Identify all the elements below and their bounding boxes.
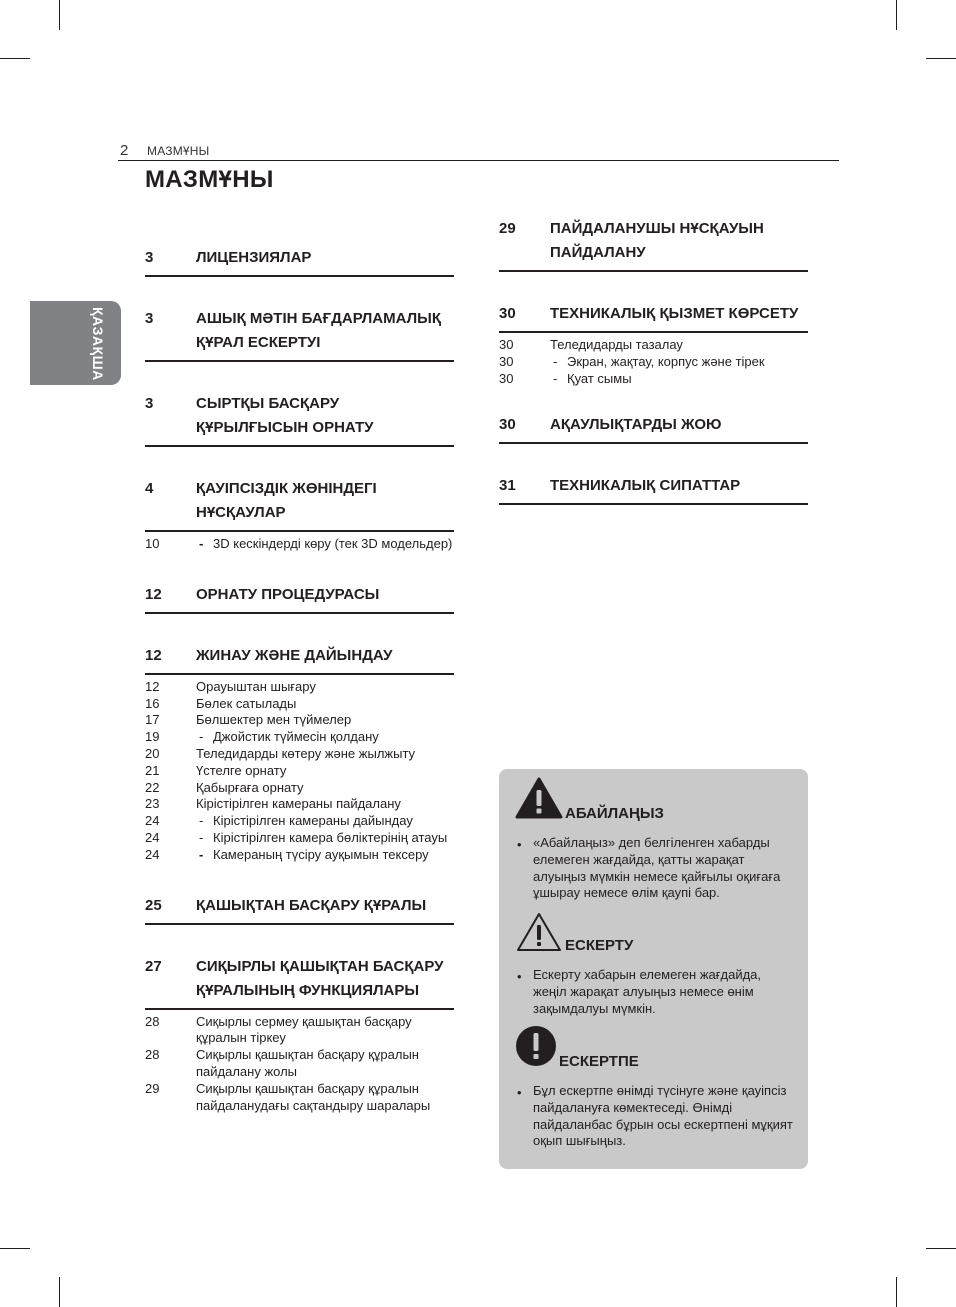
toc-sub-page-number: 28 (145, 1047, 160, 1063)
toc-subentry (145, 830, 454, 847)
toc-page-number: 29 (499, 220, 516, 237)
toc-sub-page-number: 29 (145, 1080, 160, 1096)
warning-filled-icon (515, 777, 563, 819)
toc-subentries (499, 333, 808, 387)
toc-section (145, 894, 454, 925)
toc-page-number: 4 (145, 480, 154, 497)
toc-section (499, 217, 808, 272)
toc-sub-title: Сиқырлы қашықтан басқару құралын пайдаланудағы сақтандыру шаралары (196, 1080, 431, 1113)
toc-page-number: 31 (499, 477, 516, 495)
toc-section-title: СЫРТҚЫ БАСҚАРУ ҚҰРЫЛҒЫСЫН ОРНАТУ (196, 395, 374, 436)
toc-subentry (145, 1047, 454, 1081)
crop-mark (0, 58, 30, 59)
toc-section (145, 477, 454, 553)
safety-notice-box (499, 769, 808, 1169)
toc-page-number: 30 (499, 305, 516, 322)
toc-sub-page-number: 21 (145, 762, 160, 778)
crop-mark (896, 0, 897, 30)
toc-sub-dash: - (199, 829, 204, 845)
crop-mark (926, 58, 956, 59)
toc-subentry (145, 679, 454, 696)
toc-sub-title: Бөлек сатылады (196, 695, 297, 711)
toc-section-title: АШЫҚ МӘТІН БАҒДАРЛАМАЛЫҚ ҚҰРАЛ ЕСКЕРТУІ (196, 310, 441, 351)
toc-sub-page-number: 24 (145, 813, 160, 829)
toc-section-heading (499, 217, 808, 272)
toc-sub-title: Кірістірілген камера бөліктерінің атауы (213, 829, 448, 845)
toc-sub-dash: - (199, 813, 204, 829)
toc-subentries (145, 1010, 454, 1115)
toc-section-heading (145, 894, 454, 925)
toc-section (499, 413, 808, 444)
toc-section (145, 392, 454, 447)
toc-sub-title: Камераның түсіру ауқымын тексеру (213, 846, 429, 862)
toc-subentry (145, 1081, 454, 1115)
toc-sub-page-number: 19 (145, 729, 160, 745)
toc-sub-page-number: 10 (145, 536, 160, 551)
toc-page-number: 3 (145, 249, 154, 266)
toc-section (145, 644, 454, 864)
language-tab-label: ҚАЗАҚША (90, 307, 106, 381)
toc-subentry (145, 696, 454, 713)
toc-subentry (145, 796, 454, 813)
bullet: • (517, 837, 522, 852)
toc-section-heading (145, 583, 454, 614)
toc-section (499, 474, 808, 505)
toc-page-number: 3 (145, 310, 154, 327)
toc-sub-title: Теледидарды көтеру және жылжыту (196, 745, 416, 761)
notice-text-note: Бұл ескертпе өнімді түсінуге және қауіпсіз пайдалануға көмектеседі. Өнімді пайдаланбас бұрын осы ескертпені мұқият оқып шығыңыз. (533, 1083, 793, 1149)
toc-sub-page-number: 24 (145, 846, 160, 862)
toc-section-heading (499, 413, 808, 444)
toc-sub-title: Қуат сымы (567, 370, 632, 386)
toc-sub-title: Үстелге орнату (196, 762, 287, 778)
toc-section-title: ТЕХНИКАЛЫҚ ҚЫЗМЕТ КӨРСЕТУ (550, 305, 799, 322)
toc-subentry (499, 371, 808, 388)
toc-subentries (145, 532, 454, 553)
bullet: • (517, 1085, 522, 1100)
notice-title-caution: ЕСКЕРТУ (565, 937, 634, 954)
toc-section (499, 302, 808, 387)
crop-mark (59, 0, 60, 30)
toc-page-number: 12 (145, 585, 162, 603)
toc-sub-dash: - (199, 846, 204, 862)
toc-sub-title: Сиқырлы қашықтан басқару құралын пайдалану жолы (196, 1047, 419, 1079)
toc-sub-title: Джойстик түймесін қолдану (213, 729, 379, 745)
toc-section-title: ПАЙДАЛАНУШЫ НҰСҚАУЫН ПАЙДАЛАНУ (550, 220, 764, 261)
toc-sub-page-number: 12 (145, 678, 160, 694)
crop-mark (59, 1277, 60, 1307)
toc-section-title: ЖИНАУ ЖӘНЕ ДАЙЫНДАУ (196, 646, 393, 664)
toc-section-title: ЛИЦЕНЗИЯЛАР (196, 249, 312, 266)
toc-sub-page-number: 30 (499, 337, 514, 352)
toc-sub-page-number: 16 (145, 695, 160, 711)
header-rule (118, 160, 839, 161)
toc-sub-dash: - (553, 353, 558, 369)
crop-mark (0, 1248, 30, 1249)
toc-right-column (499, 217, 808, 505)
toc-sub-title: 3D кескіндерді көру (тек 3D модельдер) (213, 536, 453, 551)
toc-subentry (145, 536, 454, 553)
toc-sub-dash: - (199, 536, 204, 551)
toc-sub-title: Қабырғаға орнату (196, 779, 304, 795)
toc-section-heading (145, 246, 454, 277)
toc-section-title: ҚАУІПСІЗДІК ЖӨНІНДЕГІ НҰСҚАУЛАР (196, 480, 377, 521)
toc-subentry (145, 729, 454, 746)
toc-section (145, 583, 454, 614)
toc-subentry (145, 847, 454, 864)
notice-text-caution: Ескерту хабарын елемеген жағдайда, жеңіл жарақат алуыңыз немесе өнім зақымдалуы мүмкін. (533, 967, 762, 1016)
toc-page-number: 3 (145, 395, 154, 412)
toc-section (145, 246, 454, 277)
toc-section-heading (499, 474, 808, 505)
page-title: МАЗМҰНЫ (145, 166, 274, 193)
toc-sub-title: Теледидарды тазалау (550, 337, 683, 352)
toc-sub-page-number: 23 (145, 796, 160, 812)
toc-section-title: ОРНАТУ ПРОЦЕДУРАСЫ (196, 585, 380, 603)
toc-subentry (145, 780, 454, 797)
crop-mark (896, 1277, 897, 1307)
toc-section-heading (499, 302, 808, 333)
toc-sub-dash: - (199, 729, 204, 745)
running-header: МАЗМҰНЫ (147, 144, 210, 158)
toc-subentry (145, 763, 454, 780)
notice-title-note: ЕСКЕРТПЕ (559, 1053, 639, 1070)
toc-section-heading (145, 644, 454, 675)
toc-subentry (499, 354, 808, 371)
toc-sub-title: Сиқырлы сермеу қашықтан басқару құралын тіркеу (196, 1013, 412, 1046)
bullet: • (517, 969, 522, 984)
toc-sub-page-number: 22 (145, 779, 160, 795)
caution-outline-icon (515, 911, 563, 953)
toc-sub-title: Кірістірілген камераны дайындау (213, 813, 413, 829)
toc-subentry (145, 712, 454, 729)
toc-sub-title: Экран, жақтау, корпус және тірек (567, 353, 765, 369)
notice-text-warning: «Абайлаңыз» деп белгіленген хабарды елемеген жағдайда, қатты жарақат алуыңыз мүмкін немесе қайғылы оқиғаға ұшырау немесе өлім қаупі бар. (533, 835, 781, 901)
toc-section-heading (145, 477, 454, 532)
page-number: 2 (120, 142, 129, 159)
notice-title-warning: АБАЙЛАҢЫЗ (565, 805, 664, 822)
toc-sub-title: Орауыштан шығару (196, 678, 316, 694)
toc-subentry (145, 746, 454, 763)
toc-section-heading (145, 392, 454, 447)
toc-page-number: 30 (499, 416, 516, 434)
toc-section-heading (145, 955, 454, 1010)
toc-subentry (145, 813, 454, 830)
toc-subentry (145, 1014, 454, 1048)
toc-section (145, 307, 454, 362)
toc-section-heading (145, 307, 454, 362)
toc-sub-page-number: 30 (499, 353, 514, 369)
toc-sub-page-number: 20 (145, 745, 160, 761)
toc-section-title: ҚАШЫҚТАН БАСҚАРУ ҚҰРАЛЫ (196, 896, 427, 914)
toc-section-title: АҚАУЛЫҚТАРДЫ ЖОЮ (550, 416, 722, 434)
toc-sub-page-number: 28 (145, 1013, 160, 1029)
note-exclamation-icon (515, 1025, 557, 1067)
toc-section-title: ТЕХНИКАЛЫҚ СИПАТТАР (550, 477, 741, 495)
toc-page-number: 25 (145, 896, 162, 914)
toc-section (145, 955, 454, 1115)
toc-left-column (145, 246, 454, 1114)
toc-subentry (499, 337, 808, 354)
toc-sub-page-number: 24 (145, 829, 160, 845)
toc-section-title: СИҚЫРЛЫ ҚАШЫҚТАН БАСҚАРУ ҚҰРАЛЫНЫҢ ФУНКЦИЯЛАРЫ (196, 957, 444, 999)
toc-sub-page-number: 17 (145, 712, 160, 728)
toc-page-number: 12 (145, 646, 162, 664)
language-tab (30, 301, 121, 385)
toc-sub-title: Кірістірілген камераны пайдалану (196, 796, 401, 812)
toc-sub-dash: - (553, 370, 558, 386)
crop-mark (926, 1248, 956, 1249)
toc-subentries (145, 675, 454, 864)
toc-sub-title: Бөлшектер мен түймелер (196, 712, 352, 728)
toc-sub-page-number: 30 (499, 370, 514, 386)
toc-page-number: 27 (145, 957, 162, 975)
